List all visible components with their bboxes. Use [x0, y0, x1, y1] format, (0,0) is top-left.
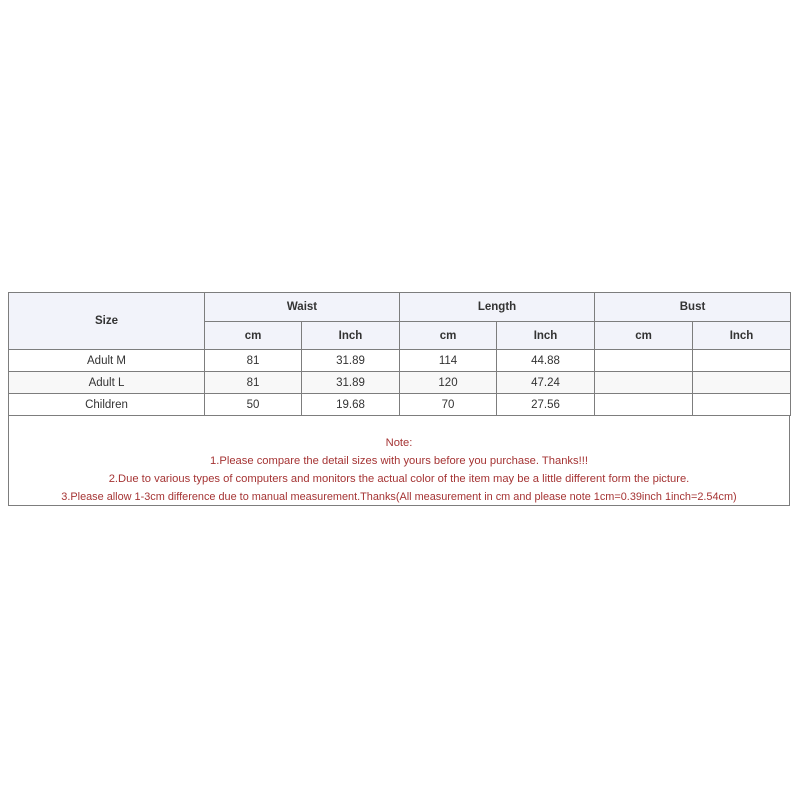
unit-header: cm — [595, 322, 693, 350]
unit-header: Inch — [497, 322, 595, 350]
unit-header: cm — [205, 322, 302, 350]
table-row — [9, 372, 791, 394]
table-cell: 27.56 — [497, 394, 595, 416]
table-row — [9, 350, 791, 372]
table-cell: 120 — [400, 372, 497, 394]
notes-title: Note: — [385, 437, 413, 449]
note-line-3: 3.Please allow 1-3cm difference due to manual measurement.Thanks(All measurement in cm and please note 1cm=0.39inch 1inch=2.54cm) — [61, 491, 737, 503]
table-cell: 81 — [205, 372, 302, 394]
unit-header: cm — [400, 322, 497, 350]
table-cell: 114 — [400, 350, 497, 372]
table-cell — [595, 394, 693, 416]
size-label: Adult M — [9, 350, 205, 372]
size-table — [8, 292, 791, 416]
size-label: Children — [9, 394, 205, 416]
table-cell — [693, 350, 791, 372]
unit-header: Inch — [693, 322, 791, 350]
table-cell: 50 — [205, 394, 302, 416]
unit-header: Inch — [302, 322, 400, 350]
table-cell: 31.89 — [302, 372, 400, 394]
table-cell: 81 — [205, 350, 302, 372]
table-row — [9, 394, 791, 416]
table-cell: 19.68 — [302, 394, 400, 416]
group-header-length: Length — [400, 293, 595, 322]
notes-box — [8, 416, 790, 506]
table-cell — [693, 394, 791, 416]
table-cell: 31.89 — [302, 350, 400, 372]
table-cell — [693, 372, 791, 394]
table-cell: 44.88 — [497, 350, 595, 372]
size-chart — [8, 292, 790, 506]
group-header-waist: Waist — [205, 293, 400, 322]
note-line-1: 1.Please compare the detail sizes with yours before you purchase. Thanks!!! — [210, 455, 588, 467]
note-line-2: 2.Due to various types of computers and monitors the actual color of the item may be a little different form the picture. — [108, 473, 690, 485]
size-header: Size — [9, 293, 205, 350]
table-cell: 47.24 — [497, 372, 595, 394]
size-label: Adult L — [9, 372, 205, 394]
table-cell: 70 — [400, 394, 497, 416]
group-header-bust: Bust — [595, 293, 791, 322]
table-cell — [595, 372, 693, 394]
table-cell — [595, 350, 693, 372]
